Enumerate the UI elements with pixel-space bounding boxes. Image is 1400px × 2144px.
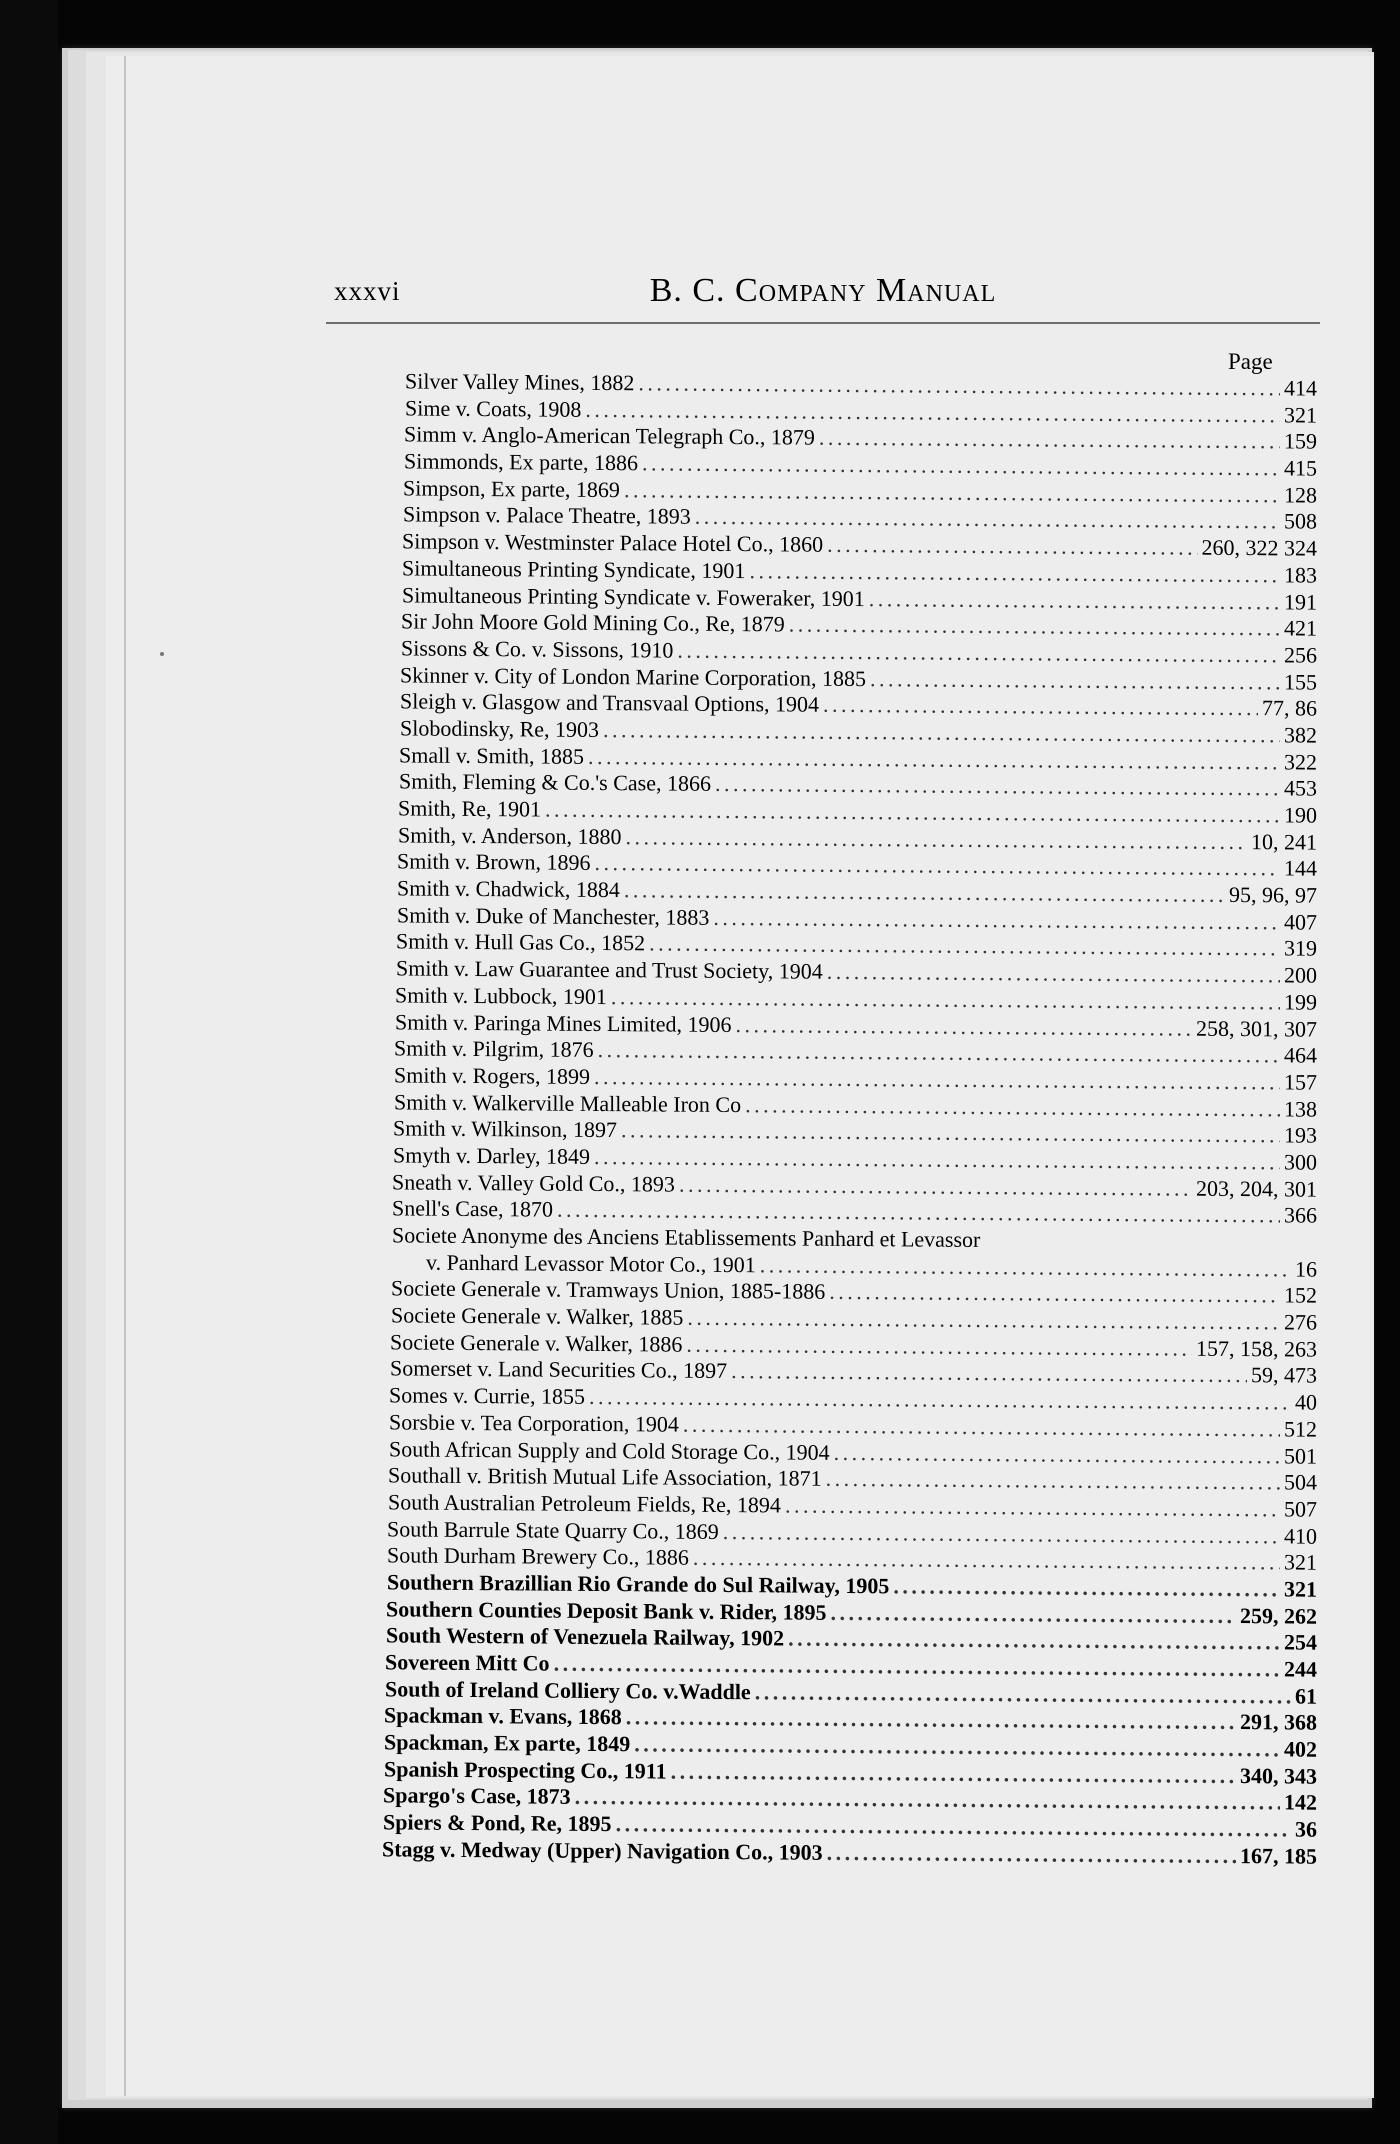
entry-name: Slobodinsky, Re, 1903 xyxy=(400,715,600,742)
dot-leader xyxy=(834,1439,1280,1469)
entry-pages: 159 xyxy=(1284,428,1317,454)
index-entry xyxy=(392,1222,1317,1283)
entry-name: Smith v. Pilgrim, 1876 xyxy=(394,1035,594,1063)
dot-leader xyxy=(677,637,1280,668)
entry-name: Smith v. Rogers, 1899 xyxy=(394,1062,590,1089)
entry-name: Smith v. Law Guarantee and Trust Society, 1904 xyxy=(396,955,823,984)
entry-pages: 183 xyxy=(1284,562,1317,588)
entry-name: Societe Generale v. Tramways Union, 1885-1886 xyxy=(391,1275,826,1305)
dot-leader xyxy=(788,1626,1280,1657)
entry-pages: 95, 96, 97 xyxy=(1229,881,1317,908)
case-index-list xyxy=(382,368,1317,1869)
entry-name: Southall v. British Mutual Life Association, 1871 xyxy=(388,1462,822,1491)
entry-pages: 190 xyxy=(1284,802,1317,828)
entry-pages: 507 xyxy=(1284,1496,1317,1522)
entry-name: Smith v. Paringa Mines Limited, 1906 xyxy=(395,1008,732,1037)
entry-name: Silver Valley Mines, 1882 xyxy=(405,368,635,396)
dot-leader xyxy=(830,1599,1236,1629)
entry-name: Smith v. Walkerville Malleable Iron Co xyxy=(394,1088,742,1117)
entry-pages: 203, 204, 301 xyxy=(1196,1175,1317,1202)
entry-name: Sovereen Mitt Co xyxy=(385,1649,550,1676)
entry-pages: 453 xyxy=(1284,775,1317,801)
entry-name: Smith, Fleming & Co.'s Case, 1866 xyxy=(399,768,711,797)
entry-name: Smith, v. Anderson, 1880 xyxy=(398,822,622,849)
entry-name: Simpson, Ex parte, 1869 xyxy=(403,475,620,502)
entry-pages: 59, 473 xyxy=(1251,1362,1317,1389)
entry-name: Simultaneous Printing Syndicate v. Foweraker, 1901 xyxy=(402,581,865,611)
entry-name: Sissons & Co. v. Sissons, 1910 xyxy=(401,635,674,663)
dot-leader xyxy=(789,612,1280,643)
entry-name: Southern Counties Deposit Bank v. Rider, 1895 xyxy=(386,1595,827,1625)
folio-number: xxxvi xyxy=(334,276,401,306)
entry-pages: 407 xyxy=(1284,909,1317,935)
entry-name: South Barrule State Quarry Co., 1869 xyxy=(387,1515,719,1544)
entry-name: Smith v. Lubbock, 1901 xyxy=(395,982,607,1009)
entry-pages: 254 xyxy=(1284,1629,1317,1655)
entry-name: Skinner v. City of London Marine Corporation, 1885 xyxy=(400,661,867,691)
entry-pages: 300 xyxy=(1284,1149,1317,1175)
entry-name: Simm v. Anglo-American Telegraph Co., 1879 xyxy=(404,421,815,451)
entry-name: Snell's Case, 1870 xyxy=(392,1195,554,1222)
entry-pages: 501 xyxy=(1284,1442,1317,1469)
entry-pages: 421 xyxy=(1284,615,1317,641)
entry-pages: 77, 86 xyxy=(1262,695,1317,721)
entry-name: Somes v. Currie, 1855 xyxy=(389,1382,585,1410)
entry-pages: 244 xyxy=(1284,1656,1317,1682)
entry-name: Societe Generale v. Walker, 1885 xyxy=(391,1302,684,1330)
entry-pages: 155 xyxy=(1284,668,1317,695)
entry-name: South of Ireland Colliery Co. v.Waddle xyxy=(385,1676,751,1704)
entry-pages: 144 xyxy=(1284,855,1317,881)
entry-pages: 366 xyxy=(1284,1202,1317,1228)
dot-leader xyxy=(870,666,1280,696)
entry-name: Societe Generale v. Walker, 1886 xyxy=(390,1329,683,1357)
entry-name: Simpson v. Westminster Palace Hotel Co., 1860 xyxy=(402,528,824,557)
dot-leader xyxy=(827,532,1197,562)
dot-leader xyxy=(683,1411,1280,1442)
dot-leader xyxy=(893,1573,1280,1603)
entry-pages: 191 xyxy=(1284,588,1317,615)
entry-pages: 167, 185 xyxy=(1240,1842,1317,1869)
entry-name: Somerset v. Land Securities Co., 1897 xyxy=(390,1355,728,1384)
entry-pages: 256 xyxy=(1284,642,1317,668)
entry-name: Southern Brazillian Rio Grande do Sul Railway, 1905 xyxy=(387,1569,890,1599)
entry-pages: 414 xyxy=(1284,375,1317,401)
entry-name: Smith, Re, 1901 xyxy=(398,795,542,822)
entry-name: Spanish Prospecting Co., 1911 xyxy=(384,1756,667,1784)
entry-pages: 340, 343 xyxy=(1240,1762,1317,1789)
entry-name: Smith v. Hull Gas Co., 1852 xyxy=(396,928,646,956)
entry-pages: 410 xyxy=(1284,1522,1317,1549)
dot-leader xyxy=(829,1279,1280,1309)
entry-name: Sir John Moore Gold Mining Co., Re, 1879 xyxy=(401,608,785,637)
entry-pages: 415 xyxy=(1284,455,1317,481)
page-column-heading: Page xyxy=(1228,349,1273,374)
entry-pages: 464 xyxy=(1284,1042,1317,1068)
entry-name: South Australian Petroleum Fields, Re, 1894 xyxy=(388,1489,781,1518)
dot-leader xyxy=(731,1358,1247,1389)
entry-pages: 200 xyxy=(1284,962,1317,988)
entry-pages: 258, 301, 307 xyxy=(1196,1015,1317,1042)
entry-pages: 152 xyxy=(1284,1282,1317,1309)
entry-name: South Western of Venezuela Railway, 1902 xyxy=(386,1622,785,1651)
running-title: B. C. Company Manual xyxy=(649,272,997,309)
entry-pages: 322 xyxy=(1284,748,1317,775)
entry-pages: 504 xyxy=(1284,1469,1317,1495)
entry-name: Stagg v. Medway (Upper) Navigation Co., 1903 xyxy=(382,1836,823,1865)
entry-name: Spackman, Ex parte, 1849 xyxy=(384,1729,631,1757)
entry-name: Simpson v. Palace Theatre, 1893 xyxy=(403,501,691,530)
entry-name: Sorsbie v. Tea Corporation, 1904 xyxy=(389,1409,679,1437)
entry-pages: 512 xyxy=(1284,1416,1317,1442)
dot-leader xyxy=(749,558,1280,589)
scan-background xyxy=(0,0,58,2144)
entry-name: Small v. Smith, 1885 xyxy=(399,742,584,769)
entry-name: South African Supply and Cold Storage Co., 1904 xyxy=(389,1435,830,1465)
dot-leader xyxy=(827,959,1280,989)
entry-pages: 10, 241 xyxy=(1251,828,1317,855)
entry-name: South Durham Brewery Co., 1886 xyxy=(387,1542,689,1570)
entry-name: Smyth v. Darley, 1849 xyxy=(393,1142,590,1169)
dot-leader xyxy=(736,1012,1193,1042)
entry-pages: 40 xyxy=(1295,1389,1317,1415)
entry-pages: 157 xyxy=(1284,1069,1317,1095)
entry-name: Smith v. Wilkinson, 1897 xyxy=(393,1115,618,1143)
entry-name: Sime v. Coats, 1908 xyxy=(405,395,582,422)
entry-pages: 319 xyxy=(1284,935,1317,962)
entry-pages: 402 xyxy=(1284,1736,1317,1762)
entry-continuation: v. Panhard Levassor Motor Co., 1901 xyxy=(426,1249,756,1277)
entry-pages: 321 xyxy=(1284,1549,1317,1575)
dot-leader xyxy=(823,692,1258,722)
entry-pages: 321 xyxy=(1284,402,1317,428)
entry-name: Sneath v. Valley Gold Co., 1893 xyxy=(392,1168,675,1197)
entry-pages: 157, 158, 263 xyxy=(1196,1335,1317,1362)
entry-name: Spargo's Case, 1873 xyxy=(383,1782,571,1810)
entry-name: Smith v. Duke of Manchester, 1883 xyxy=(397,902,710,930)
entry-name: Simmonds, Ex parte, 1886 xyxy=(404,448,639,476)
entry-pages: 508 xyxy=(1284,508,1317,535)
entry-pages: 193 xyxy=(1284,1122,1317,1148)
entry-pages: 259, 262 xyxy=(1240,1602,1317,1629)
scan-speck xyxy=(160,652,164,656)
entry-pages: 138 xyxy=(1284,1095,1317,1122)
page-header xyxy=(326,272,1320,324)
entry-name: Smith v. Brown, 1896 xyxy=(397,848,591,876)
entry-pages: 61 xyxy=(1295,1683,1317,1709)
entry-name: Simultaneous Printing Syndicate, 1901 xyxy=(402,555,746,583)
entry-pages: 199 xyxy=(1284,989,1317,1015)
dot-leader xyxy=(827,1840,1236,1870)
entry-pages: 291, 368 xyxy=(1240,1709,1317,1736)
entry-name: Spackman v. Evans, 1868 xyxy=(384,1702,622,1730)
dot-leader xyxy=(819,425,1280,455)
entry-name: Sleigh v. Glasgow and Transvaal Options, 1904 xyxy=(400,688,820,717)
dot-leader xyxy=(826,1466,1280,1496)
entry-pages: 16 xyxy=(1295,1256,1317,1282)
page-edge-line xyxy=(124,56,126,2096)
dot-leader xyxy=(785,1492,1280,1523)
entry-name: Smith v. Chadwick, 1884 xyxy=(397,875,620,903)
entry-pages: 260, 322 324 xyxy=(1201,534,1317,561)
dot-leader xyxy=(869,586,1280,616)
entry-pages: 36 xyxy=(1295,1816,1317,1842)
entry-pages: 382 xyxy=(1284,722,1317,748)
entry-pages: 128 xyxy=(1284,482,1317,508)
entry-name: Societe Anonyme des Anciens Etablissements Panhard et Levassor xyxy=(392,1222,981,1252)
entry-pages: 321 xyxy=(1284,1576,1317,1602)
entry-pages: 142 xyxy=(1284,1789,1317,1816)
entry-name: Spiers & Pond, Re, 1895 xyxy=(383,1809,612,1837)
entry-pages: 276 xyxy=(1284,1309,1317,1335)
